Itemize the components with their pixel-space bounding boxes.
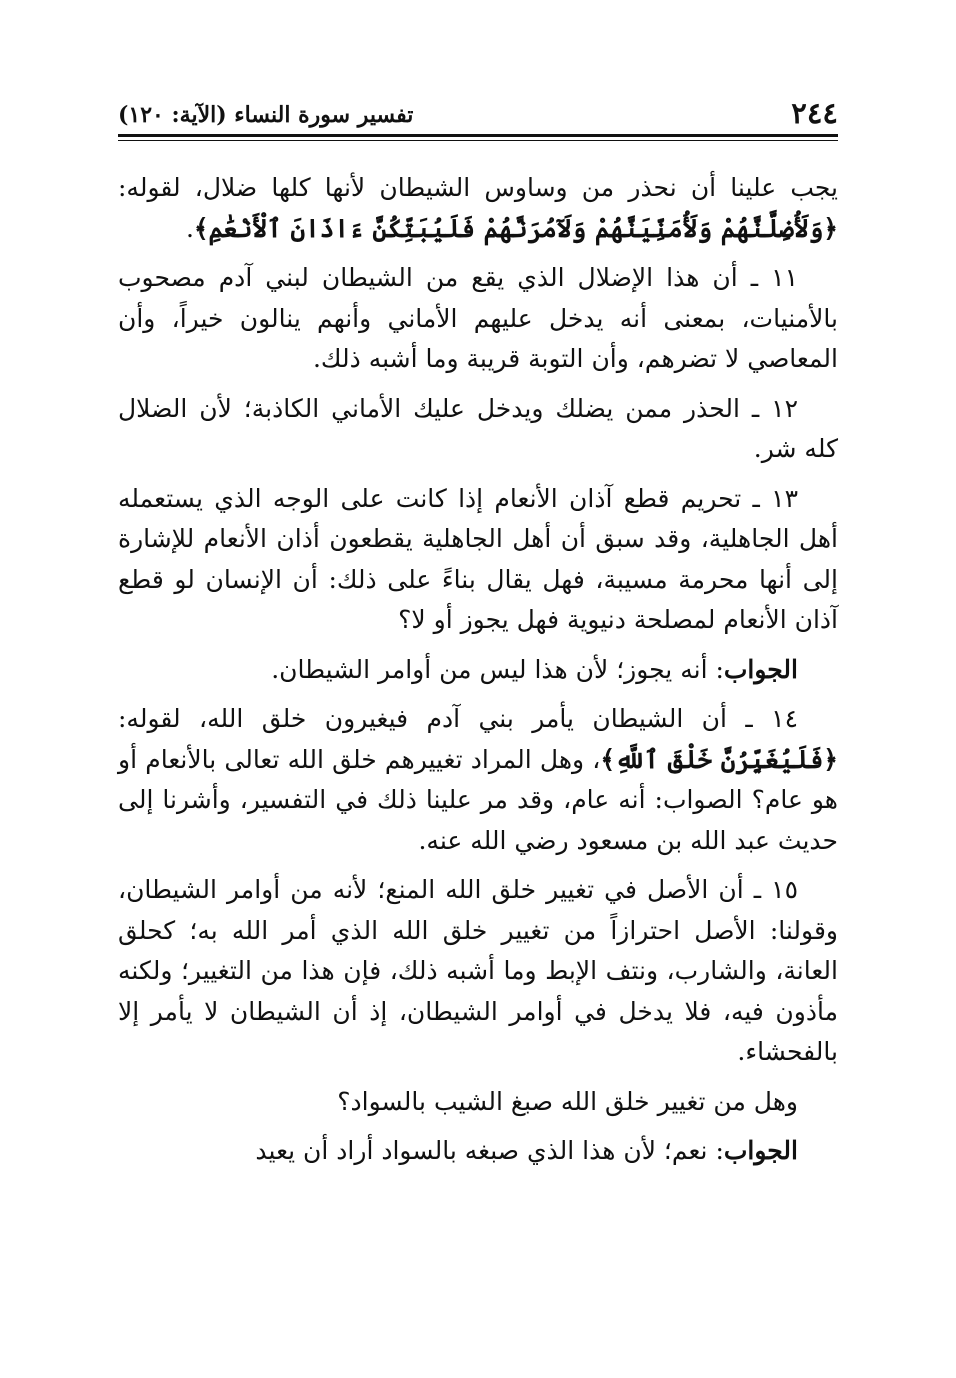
paragraph-answer	[118, 650, 838, 691]
paragraph-text: وهل من تغيير خلق الله صبغ الشيب بالسواد؟	[337, 1086, 798, 1116]
answer-label: الجواب	[723, 654, 798, 684]
paragraph-text: .	[185, 213, 194, 243]
page-header	[118, 92, 838, 130]
answer-label: الجواب	[723, 1136, 798, 1165]
running-title: تفسير سورة النساء (الآية: ١٢٠)	[118, 102, 414, 128]
quran-verse: ﴿وَلَأُضِلَّنَّهُمْ وَلَأُمَنِّيَنَّهُمْ وَلَآمُرَنَّهُمْ فَلَيُبَتِّكُنَّ ءَاذَانَ ٱلْأَنْعَٰمِ﴾	[193, 213, 838, 243]
header-rule-thick	[118, 134, 838, 137]
paragraph-point-15	[118, 870, 838, 1073]
paragraph-text: ، وهل المراد تغييرهم خلق الله تعالى بالأنعام أو هو عام؟ الصواب: أنه عام، وقد مر علينا ذلك في التفسير، وأشرنا إلى حديث عبد الله بن مسعود رضي الله عنه.	[118, 744, 838, 855]
paragraph-point-12	[118, 389, 838, 470]
paragraph-intro	[118, 168, 838, 249]
page-number: ٢٤٤	[791, 96, 838, 130]
paragraph-text: يجب علينا أن نحذر من وساوس الشيطان لأنها كلها ضلال، لقوله:	[118, 173, 838, 202]
paragraph-point-14	[118, 699, 838, 861]
quran-verse: ﴿فَلَيُغَيِّرُنَّ خَلْقَ ٱللَّهِ﴾	[600, 744, 838, 774]
paragraph-text: ١٢ ـ الحذر ممن يضلك ويدخل عليك الأماني الكاذبة؛ لأن الضلال كله شر.	[118, 393, 838, 463]
header-rule-thin	[118, 140, 838, 141]
paragraph-question	[118, 1082, 838, 1123]
paragraph-answer	[118, 1131, 838, 1172]
paragraph-point-11	[118, 258, 838, 380]
paragraph-text: ١٣ ـ تحريم قطع آذان الأنعام إذا كانت على الوجه الذي يستعمله أهل الجاهلية، وقد سبق أن أهل الجاهلية يقطعون أذان الأنعام للإشارة إلى أنها محرمة مسيبة، فهل يقال بناءً على ذلك: أن الإنسان لو قطع آذان الأنعام لمصلحة دنيوية فهل يجوز أو لا؟	[118, 483, 838, 634]
paragraph-text: ١٤ ـ أن الشيطان يأمر بني آدم فيغيرون خلق الله، لقوله:	[118, 704, 798, 733]
paragraph-point-13	[118, 479, 838, 641]
paragraph-text: : نعم؛ لأن هذا الذي صبغه بالسواد أراد أن يعيد	[255, 1136, 724, 1165]
paragraph-text: : أنه يجوز؛ لأن هذا ليس من أوامر الشيطان.	[271, 654, 724, 684]
paragraph-text: ١١ ـ أن هذا الإضلال الذي يقع من الشيطان لبني آدم مصحوب بالأمنيات، بمعنى أنه يدخل عليهم الأماني وأنهم ينالون خيراً، وأن المعاصي لا تضرهم، وأن التوبة قريبة وما أشبه ذلك.	[118, 263, 838, 373]
body-text	[118, 168, 838, 1172]
paragraph-text: ١٥ ـ أن الأصل في تغيير خلق الله المنع؛ لأنه من أوامر الشيطان، وقولنا: الأصل احترازاً من تغيير خلق الله الذي أمر الله به؛ كحلق العانة، والشارب، ونتف الإبط وما أشبه ذلك، فإن هذا من التغيير؛ ولكنه مأذون فيه، فلا يدخل في أوامر الشيطان، إذ أن الشيطان لا يأمر إلا بالفحشاء.	[118, 875, 838, 1066]
